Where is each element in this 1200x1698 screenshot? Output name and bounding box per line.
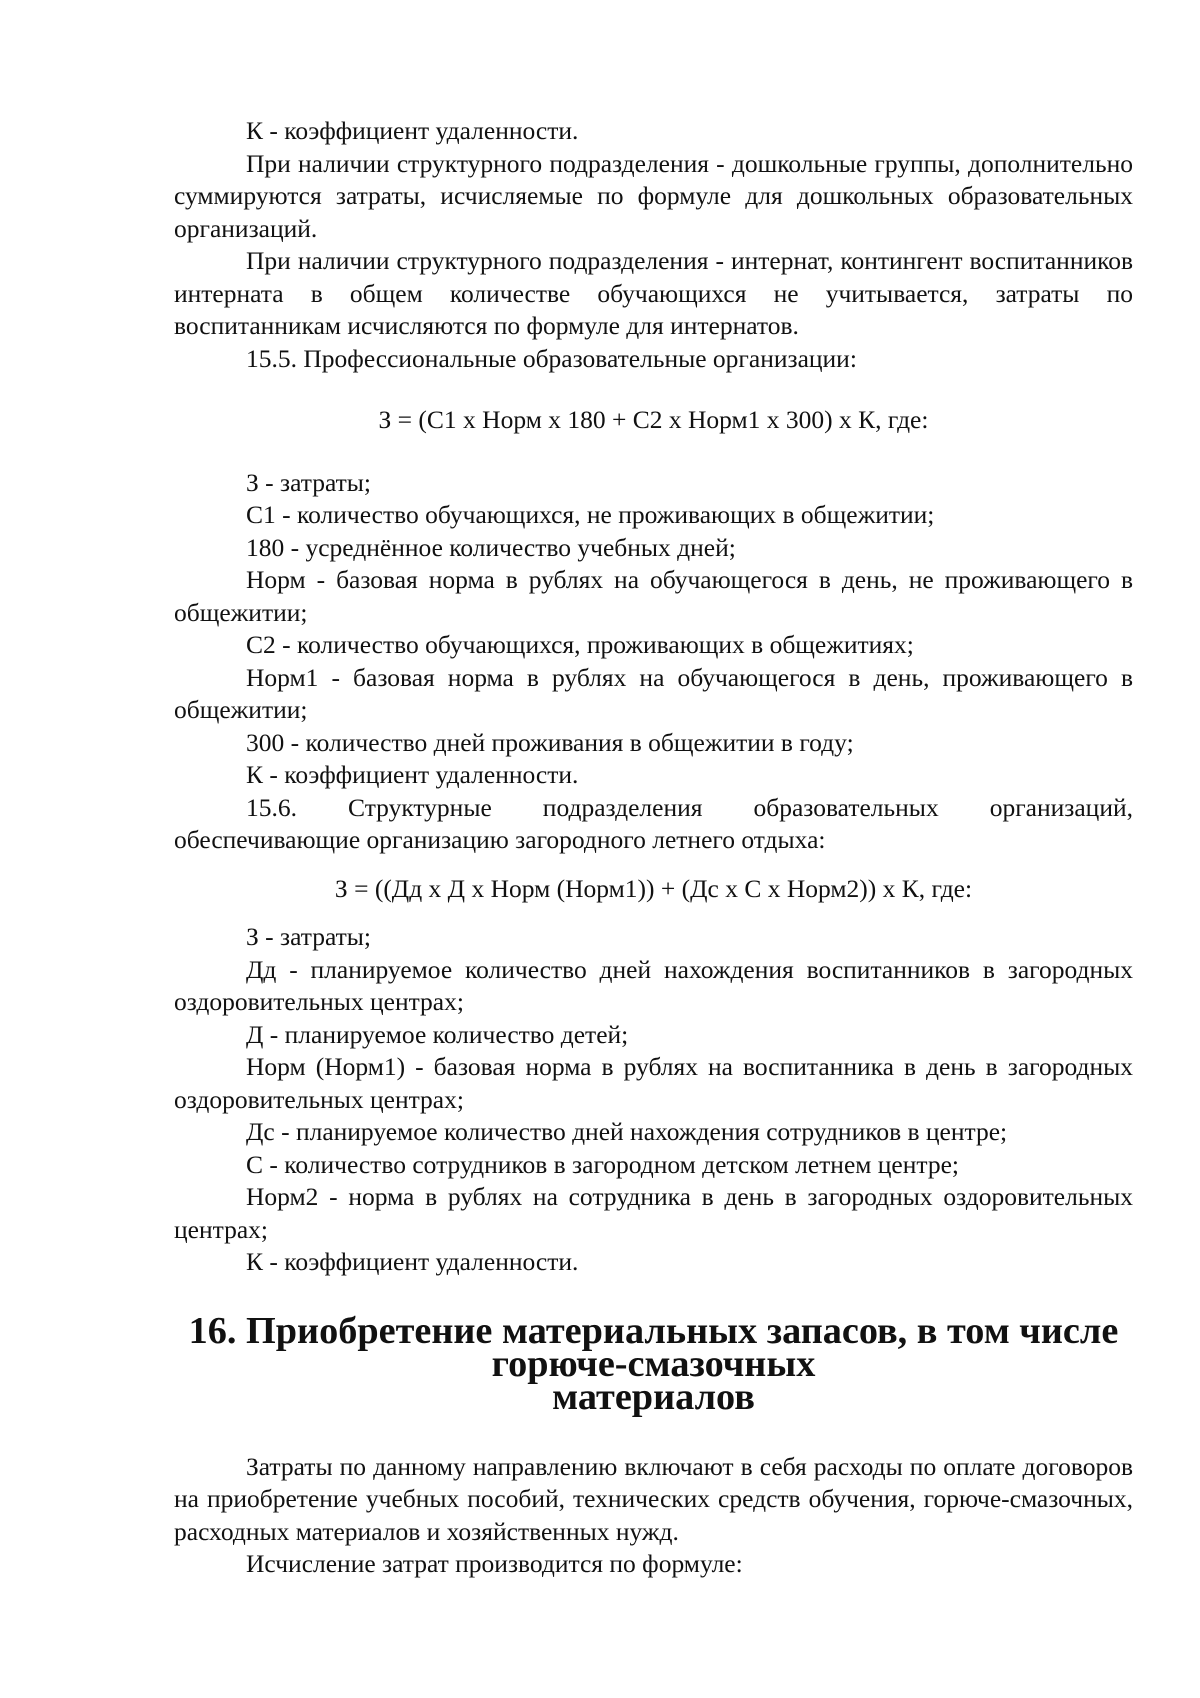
definition-c2: С2 - количество обучающихся, проживающих в общежитиях; (246, 630, 914, 659)
paragraph-boarding-school: При наличии структурного подразделения - интернат, контингент воспитанников интерната в общем количестве обучающихся не учитывается, затраты по воспитанникам исчисляются по формуле для интернатов. (174, 246, 1133, 340)
definition-k-2: К - коэффициент удаленности. (246, 1247, 579, 1276)
paragraph-calculation-formula: Исчисление затрат производится по формуле: (246, 1549, 743, 1578)
definition-norm: Норм - базовая норма в рублях на обучающегося в день, не проживающего в общежитии; (174, 565, 1133, 627)
definition-norm-norm1: Норм (Норм1) - базовая норма в рублях на воспитанника в день в загородных оздоровительных центрах; (174, 1052, 1133, 1114)
definition-dd: Дд - планируемое количество дней нахождения воспитанников в загородных оздоровительных центрах; (174, 954, 1133, 1016)
paragraph-costs-include: Затраты по данному направлению включают в себя расходы по оплате договоров на приобретение учебных пособий, технических средств обучения, горюче-смазочных, расходных материалов и хозяйственных нужд. (174, 1451, 1133, 1546)
definition-c1: С1 - количество обучающихся, не проживающих в общежитии; (246, 500, 935, 529)
formula-15-6: З = ((Дд х Д х Норм (Норм1)) + (Дс х С х Норм2)) х К, где: (334, 873, 973, 903)
section-15-6-title: 15.6. Структурные подразделения образовательных организаций, обеспечивающие организацию загородного летнего отдыха: (174, 792, 1133, 854)
section-16-heading (174, 1309, 1133, 1418)
section-16-heading-line1: 16. Приобретение материальных запасов, в том числе горюче-смазочных (188, 1309, 1119, 1385)
paragraph-preschool-groups: При наличии структурного подразделения - дошкольные группы, дополнительно суммируются затраты, исчисляемые по формуле для дошкольных образовательных организаций. (174, 148, 1133, 243)
definition-z: З - затраты; (246, 467, 371, 497)
definition-k: К - коэффициент удаленности. (246, 760, 579, 789)
definition-300: 300 - количество дней проживания в общежитии в году; (246, 727, 854, 757)
section-15-5-title: 15.5. Профессиональные образовательные организации: (246, 343, 857, 373)
definition-180: 180 - усреднённое количество учебных дней; (246, 532, 736, 562)
definition-ds: Дс - планируемое количество дней нахождения сотрудников в центре; (246, 1117, 1008, 1146)
formula-15-5: З = (С1 х Норм х 180 + С2 х Норм1 х 300) х К, где: (378, 405, 929, 434)
definition-norm1: Норм1 - базовая норма в рублях на обучающегося в день, проживающего в общежитии; (174, 662, 1133, 724)
paragraph-coefficient: К - коэффициент удаленности. (246, 116, 579, 145)
section-16-heading-line2: материалов (552, 1375, 755, 1418)
definition-norm2: Норм2 - норма в рублях на сотрудника в день в загородных оздоровительных центрах; (174, 1182, 1133, 1244)
definition-d: Д - планируемое количество детей; (246, 1019, 629, 1049)
document-body (174, 115, 1133, 1581)
definition-c: С - количество сотрудников в загородном детском летнем центре; (246, 1149, 959, 1179)
definition-z-2: З - затраты; (246, 922, 371, 951)
